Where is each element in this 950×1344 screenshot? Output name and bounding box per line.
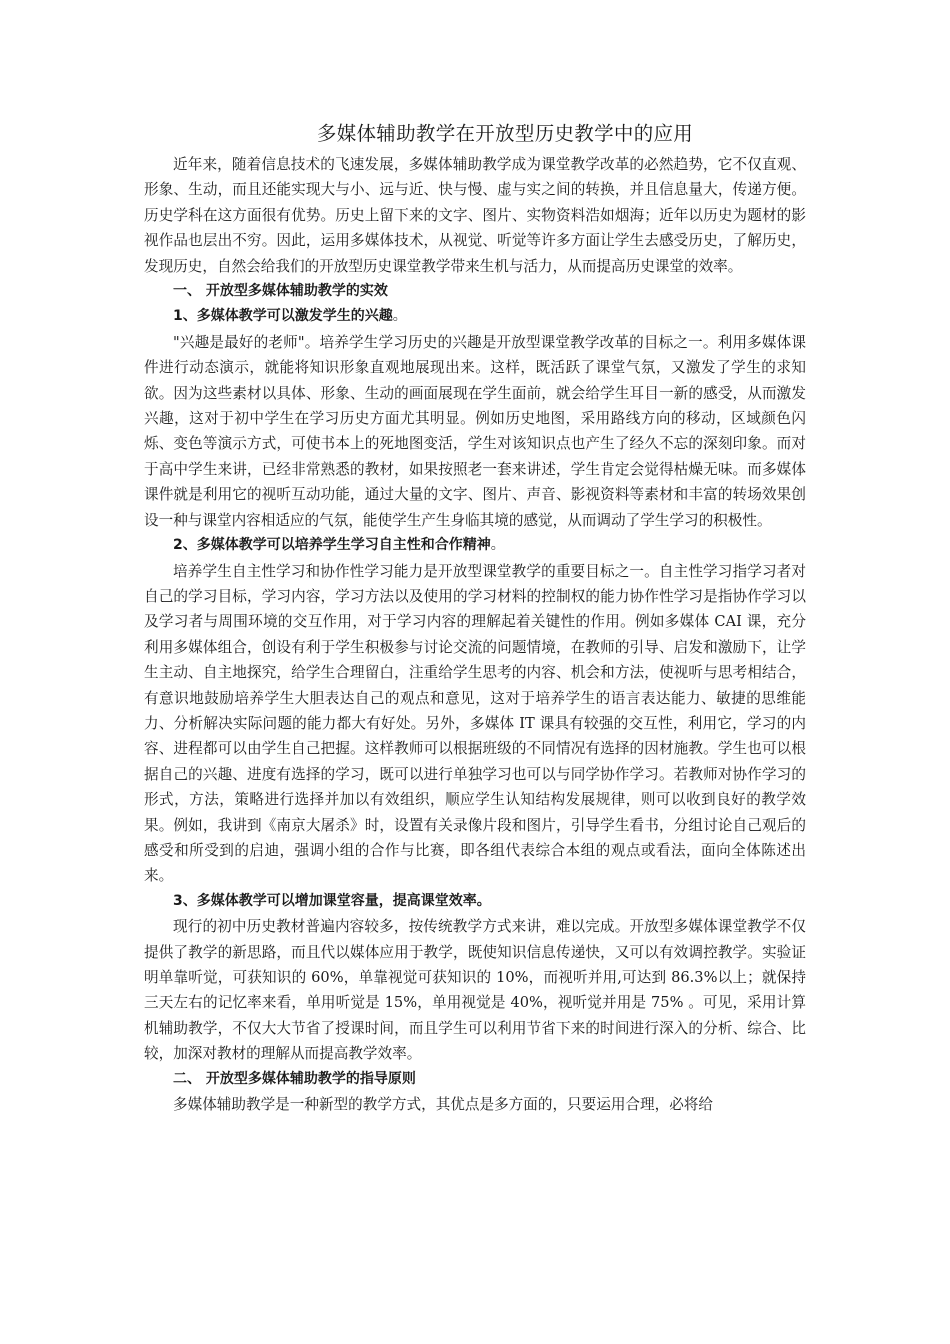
intro-paragraph: 近年来，随着信息技术的飞速发展，多媒体辅助教学成为课堂教学改革的必然趋势，它不仅直观、形象、生动，而且还能实现大与小、远与近、快与慢、虚与实之间的转换，并且信息量大，传递方便。历史学科在这方面很有优势。历史上留下来的文字、图片、实物资料浩如烟海；近年以历史为题材的影视作品也层出不穷。因此，运用多媒体技术，从视觉、听觉等许多方面让学生去感受历史，了解历史，发现历史，自然会给我们的开放型历史课堂教学带来生机与活力，从而提高历史课堂的效率。 bbox=[144, 156, 806, 275]
subsection-2-heading bbox=[144, 533, 806, 558]
subsection-1-heading-text: 1、多媒体教学可以激发学生的兴趣 bbox=[173, 308, 393, 325]
subsection-1-heading-tail: 。 bbox=[392, 308, 407, 325]
section-2-heading: 二、 开放型多媒体辅助教学的指导原则 bbox=[173, 1070, 416, 1087]
section-1-heading: 一、 开放型多媒体辅助教学的实效 bbox=[173, 283, 388, 300]
subsection-2-paragraph: 培养学生自主性学习和协作性学习能力是开放型课堂教学的重要目标之一。自主性学习指学习者对自己的学习目标，学习内容，学习方法以及使用的学习材料的控制权的能力协作性学习是指协作学习以及学习者与周围环境的交互作用，对于学习内容的理解起着关键性的作用。例如多媒体 CAI 课，充分利用多媒体组合，创设有利于学生积极参与讨论交流的问题情境，在教师的引导、启发和激励下，让学生主动、自主地探究，给学生合理留白，注重给学生思考的内容、机会和方法，使视听与思考相结合，有意识地鼓励培养学生大胆表达自己的观点和意见，这对于培养学生的语言表达能力、敏捷的思维能力、分析解决实际问题的能力都大有好处。另外，多媒体 IT 课具有较强的交互性，利用它，学习的内容、进程都可以由学生自己把握。这样教师可以根据班级的不同情况有选择的因材施教。学生也可以根据自己的兴趣、进度有选择的学习，既可以进行单独学习也可以与同学协作学习。若教师对协作学习的形式，方法，策略进行选择并加以有效组织，顺应学生认知结构发展规律，则可以收到良好的教学效果。例如，我讲到《南京大屠杀》时，设置有关录像片段和图片，引导学生看书，分组讨论自己观后的感受和所受到的启迪，强调小组的合作与比赛，即各组代表综合本组的观点或看法，面向全体陈述出来。 bbox=[144, 562, 806, 885]
subsection-1-heading bbox=[144, 304, 806, 329]
document-title: 多媒体辅助教学在开放型历史教学中的应用 bbox=[316, 122, 694, 145]
subsection-2-heading-text: 2、多媒体教学可以培养学生学习自主性和合作精神 bbox=[173, 537, 491, 554]
document-body bbox=[144, 118, 806, 1117]
subsection-3-paragraph: 现行的初中历史教材普遍内容较多，按传统教学方式来讲，难以完成。开放型多媒体课堂教学不仅提供了教学的新思路，而且代以媒体应用于教学，既使知识信息传递快，又可以有效调控教学。实验证明单靠听觉，可获知识的 60%，单靠视觉可获知识的 10%，而视听并用,可达到 86.3%以上；就保持三天左右的记忆率来看，单用听觉是 15%，单用视觉是 40%，视听觉并用是 75% 。可见，采用计算机辅助教学，不仅大大节省了授课时间，而且学生可以利用节省下来的时间进行深入的分析、综合、比较，加深对教材的理解从而提高教学效率。 bbox=[144, 918, 806, 1063]
section-2-paragraph: 多媒体辅助教学是一种新型的教学方式，其优点是多方面的，只要运用合理，必将给 bbox=[173, 1096, 713, 1114]
subsection-3-heading: 3、多媒体教学可以增加课堂容量，提高课堂效率。 bbox=[173, 892, 491, 909]
subsection-2-heading-tail: 。 bbox=[490, 537, 505, 554]
subsection-1-paragraph: "兴趣是最好的老师"。培养学生学习历史的兴趣是开放型课堂教学改革的目标之一。利用多媒体课件进行动态演示，就能将知识形象直观地展现出来。这样，既活跃了课堂气氛，又激发了学生的求知欲。因为这些素材以具体、形象、生动的画面展现在学生面前，就会给学生耳目一新的感受，从而激发兴趣，这对于初中学生在学习历史方面尤其明显。例如历史地图，采用路线方向的移动，区域颜色闪烁、变色等演示方式，可使书本上的死地图变活，学生对该知识点也产生了经久不忘的深刻印象。而对于高中学生来讲，已经非常熟悉的教材，如果按照老一套来讲述，学生肯定会觉得枯燥无味。而多媒体课件就是利用它的视听互动功能，通过大量的文字、图片、声音、影视资料等素材和丰富的转场效果创设一种与课堂内容相适应的气氛，能使学生产生身临其境的感觉，从而调动了学生学习的积极性。 bbox=[144, 333, 806, 529]
